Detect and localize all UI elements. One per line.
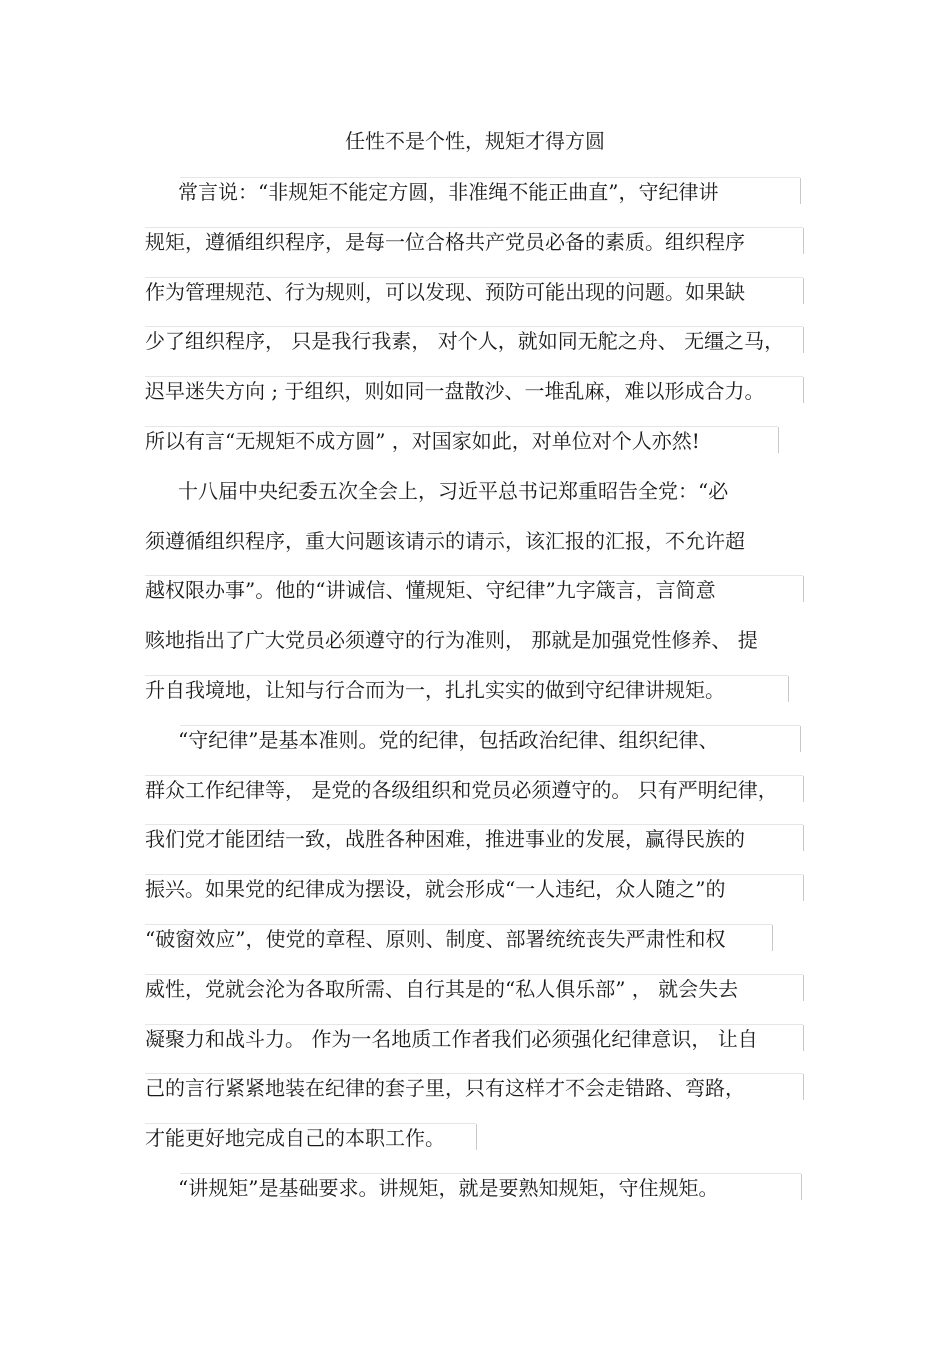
line-edge-rule (803, 327, 804, 353)
body-line: 须遵循组织程序，重大问题该请示的请示，该汇报的汇报，不允许超 (145, 528, 745, 553)
line-edge-rule (800, 178, 801, 204)
body-line: 赅地指出了广大党员必须遵守的行为准则， 那就是加强党性修养、 提 (145, 628, 758, 653)
line-edge-rule (803, 875, 804, 901)
line-top-rule (145, 974, 803, 975)
line-top-rule (145, 1073, 803, 1074)
body-line: 才能更好地完成自己的本职工作。 (145, 1126, 445, 1151)
line-edge-rule (476, 1124, 477, 1150)
body-line: “守纪律”是基本准则。党的纪律，包括政治纪律、组织纪律、 (178, 727, 719, 752)
line-top-rule (145, 874, 803, 875)
line-edge-rule (803, 1074, 804, 1100)
line-edge-rule (772, 925, 773, 951)
line-edge-rule (803, 776, 804, 802)
line-top-rule (145, 277, 803, 278)
line-edge-rule (778, 427, 779, 453)
body-line: 我们党才能团结一致，战胜各种困难，推进事业的发展，赢得民族的 (145, 827, 745, 852)
line-top-rule (145, 924, 772, 925)
body-line: 作为管理规范、行为规则，可以发现、预防可能出现的问题。如果缺 (145, 279, 745, 304)
line-edge-rule (803, 576, 804, 602)
body-line: 少了组织程序， 只是我行我素， 对个人，就如同无舵之舟、 无缰之马， (145, 329, 785, 354)
line-edge-rule (801, 1174, 802, 1200)
line-edge-rule (803, 278, 804, 304)
line-edge-rule (788, 676, 789, 702)
body-line: 迟早迷失方向 ; 于组织，则如同一盘散沙、一堆乱麻，难以形成合力。 (145, 379, 765, 404)
line-top-rule (145, 824, 803, 825)
line-top-rule (145, 376, 803, 377)
body-line: 越权限办事”。他的“讲诚信、懂规矩、守纪律”九字箴言，言简意 (145, 578, 716, 603)
body-line: 升自我境地，让知与行合而为一，扎扎实实的做到守纪律讲规矩。 (145, 678, 725, 702)
body-line: 振兴。如果党的纪律成为摆设，就会形成“一人违纪，众人随之”的 (145, 877, 726, 902)
line-top-rule (180, 177, 800, 178)
body-line: 十八届中央纪委五次全会上，习近平总书记郑重昭告全党：“必 (178, 478, 729, 503)
body-line: 常言说：“非规矩不能定方圆，非准绳不能正曲直”，守纪律讲 (178, 180, 719, 204)
line-edge-rule (803, 377, 804, 403)
line-top-rule (145, 426, 778, 427)
line-edge-rule (803, 1025, 804, 1051)
line-top-rule (145, 1123, 476, 1124)
line-edge-rule (803, 825, 804, 851)
body-line: “破窗效应”，使党的章程、原则、制度、部署统统丧失严肃性和权 (145, 927, 726, 951)
body-line: 凝聚力和战斗力。 作为一名地质工作者我们必须强化纪律意识， 让自 (145, 1026, 758, 1051)
body-line: 威性，党就会沦为各取所需、自行其是的“私人俱乐部” ， 就会失去 (145, 976, 739, 1001)
line-edge-rule (803, 228, 804, 254)
body-line: 己的言行紧紧地装在纪律的套子里，只有这样才不会走错路、弯路， (145, 1076, 745, 1101)
line-top-rule (145, 575, 803, 576)
body-line: 规矩，遵循组织程序，是每一位合格共产党员必备的素质。组织程序 (145, 229, 745, 254)
line-edge-rule (800, 726, 801, 752)
line-top-rule (145, 775, 803, 776)
body-line: 所以有言“无规矩不成方圆” ，对国家如此，对单位对个人亦然! (145, 429, 700, 453)
line-top-rule (145, 326, 803, 327)
line-top-rule (180, 725, 800, 726)
body-line: 群众工作纪律等， 是党的各级组织和党员必须遵守的。 只有严明纪律， (145, 777, 778, 802)
line-top-rule (145, 675, 788, 676)
line-top-rule (180, 1173, 801, 1174)
line-top-rule (145, 227, 803, 228)
document-title: 任性不是个性，规矩才得方圆 (345, 129, 605, 153)
line-edge-rule (803, 975, 804, 1001)
body-line: “讲规矩”是基础要求。讲规矩，就是要熟知规矩，守住规矩。 (178, 1176, 719, 1200)
line-top-rule (145, 1024, 803, 1025)
